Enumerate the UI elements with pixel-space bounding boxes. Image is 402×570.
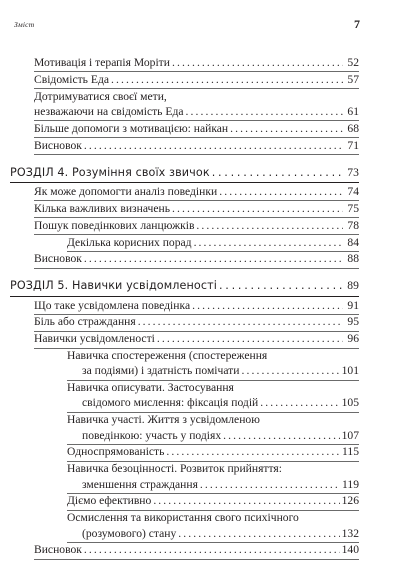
toc-entry-title-line: Навичка описувати. Застосування <box>67 381 234 395</box>
toc-page-number: 68 <box>347 121 359 135</box>
toc-entry-title: Біль або страждання <box>34 315 136 329</box>
toc-row <box>34 184 359 199</box>
table-of-contents <box>10 55 359 559</box>
chapter-title: РОЗДІЛ 5. Навички усвідомленості <box>10 279 217 293</box>
toc-entry[interactable] <box>34 314 359 331</box>
toc-page-number: 71 <box>347 138 359 152</box>
leader-dots <box>178 526 339 541</box>
toc-entry[interactable] <box>34 444 359 461</box>
toc-page-number: 78 <box>347 218 359 232</box>
toc-row <box>10 165 359 180</box>
toc-entry[interactable] <box>34 510 359 542</box>
toc-entry[interactable] <box>34 184 359 201</box>
toc-row <box>34 298 359 313</box>
leader-dots <box>219 184 343 199</box>
toc-entry[interactable] <box>34 251 359 268</box>
toc-entry[interactable] <box>34 121 359 138</box>
leader-dots <box>223 428 339 443</box>
leader-dots <box>241 363 339 378</box>
toc-entry-title: Пошук поведінкових ланцюжків <box>34 218 195 232</box>
leader-dots <box>212 165 343 180</box>
toc-entry-title: зменшення страждання <box>82 477 198 491</box>
toc-entry-title: за подіями) і здатність помічати <box>82 364 240 378</box>
leader-dots <box>230 121 343 136</box>
toc-page-number: 119 <box>342 477 359 491</box>
running-head: Зміст <box>14 20 35 29</box>
chapter-gap <box>34 155 359 165</box>
toc-row <box>67 526 359 541</box>
chapter-gap <box>34 268 359 278</box>
toc-page-number: 74 <box>347 184 359 198</box>
toc-row <box>67 493 359 508</box>
toc-entry[interactable] <box>34 412 359 444</box>
toc-entry[interactable] <box>34 201 359 218</box>
toc-entry[interactable] <box>34 461 359 493</box>
leader-dots <box>192 298 343 313</box>
toc-row <box>67 477 359 492</box>
toc-row <box>67 444 359 459</box>
toc-page-number: 115 <box>342 445 359 459</box>
toc-row <box>34 104 359 119</box>
toc-row <box>34 218 359 233</box>
toc-page-number: 75 <box>347 201 359 215</box>
toc-entry-title-line: Навичка участі. Життя з усвідомленою <box>67 413 260 427</box>
toc-entry-title: Як може допомогти аналіз поведінки <box>34 184 218 198</box>
toc-page-number: 61 <box>347 104 359 118</box>
toc-page-number: 107 <box>341 428 359 442</box>
leader-dots <box>196 218 343 233</box>
toc-row <box>34 251 359 266</box>
toc-entry-title: Навички усвідомленості <box>34 332 155 346</box>
toc-row <box>34 121 359 136</box>
toc-entry[interactable] <box>34 89 359 121</box>
toc-entry-title-line: Осмислення та використання свого психічного <box>67 511 299 525</box>
toc-entry[interactable] <box>34 55 359 72</box>
toc-entry[interactable] <box>34 348 359 380</box>
toc-entry-title: Свідомість Еда <box>34 72 109 86</box>
leader-dots <box>153 493 339 508</box>
page-number: 7 <box>354 17 360 31</box>
leader-dots <box>194 235 343 250</box>
leader-dots <box>260 395 339 410</box>
toc-entry-title: Діємо ефективно <box>67 494 152 508</box>
toc-row <box>34 138 359 153</box>
toc-row <box>34 72 359 87</box>
toc-page-number: 132 <box>341 526 359 540</box>
toc-entry[interactable] <box>34 380 359 412</box>
toc-row <box>34 331 359 346</box>
toc-entry-title-line: Дотримуватися своєї мети, <box>34 89 167 103</box>
leader-dots <box>84 542 340 557</box>
toc-page-number: 105 <box>341 396 359 410</box>
toc-entry-title: Що таке усвідомлена поведінка <box>34 298 191 312</box>
leader-dots <box>186 104 344 119</box>
toc-entry[interactable] <box>34 493 359 510</box>
toc-page-number: 52 <box>347 56 359 69</box>
toc-row <box>34 55 359 70</box>
toc-page-number: 96 <box>347 332 359 346</box>
toc-row <box>67 428 359 443</box>
toc-entry-title: Висновок <box>34 138 82 152</box>
toc-row <box>67 363 359 378</box>
leader-dots <box>172 201 343 216</box>
toc-entry-title: Висновок <box>34 252 82 266</box>
toc-entry-title: Більше допомоги з мотивацією: найкан <box>34 121 229 135</box>
toc-entry[interactable] <box>34 218 359 235</box>
toc-page-number: 88 <box>347 252 359 266</box>
leader-dots <box>157 331 343 346</box>
leader-dots <box>84 138 343 153</box>
toc-entry-title: Декілька корисних порад <box>67 235 192 249</box>
chapter-heading[interactable] <box>10 165 359 180</box>
toc-entry-title: (розумового) стану <box>82 526 177 540</box>
toc-entry-title-line: Навичка безоцінності. Розвиток прийняття: <box>67 462 282 476</box>
toc-entry[interactable] <box>34 542 359 559</box>
toc-page-number: 84 <box>347 235 359 249</box>
page-header <box>14 17 360 34</box>
toc-page-number: 57 <box>347 72 359 86</box>
toc-row <box>67 395 359 410</box>
toc-entry[interactable] <box>34 331 359 348</box>
chapter-heading[interactable] <box>10 278 359 293</box>
toc-page-number: 91 <box>347 298 359 312</box>
toc-entry-title: свідомого мислення: фіксація подій <box>82 396 259 410</box>
toc-entry[interactable] <box>34 72 359 89</box>
toc-entry-title: Мотивація і терапія Моріти <box>34 56 170 69</box>
leader-dots <box>172 55 343 70</box>
leader-dots <box>166 444 342 459</box>
entry-rule <box>34 154 359 155</box>
toc-entry-title: Односпрямованість <box>67 445 165 459</box>
toc-page-number: 101 <box>341 364 359 378</box>
chapter-page-number: 89 <box>347 279 359 293</box>
leader-dots <box>84 251 343 266</box>
chapter-rule <box>10 296 359 297</box>
leader-dots <box>200 477 340 492</box>
toc-row <box>10 278 359 293</box>
toc-row <box>34 314 359 329</box>
chapter-title: РОЗДІЛ 4. Розуміння своїх звичок <box>10 165 210 179</box>
toc-row <box>34 201 359 216</box>
toc-entry-title: Кілька важливих визначень <box>34 201 170 215</box>
leader-dots <box>138 314 343 329</box>
toc-entry[interactable] <box>34 298 359 315</box>
entry-rule <box>34 268 359 269</box>
toc-entry-title: поведінкою: участь у подіях <box>82 428 222 442</box>
toc-page-number: 126 <box>341 494 359 508</box>
toc-entry-title-line: Навичка спостереження (спостереження <box>67 349 268 363</box>
toc-entry-title: незважаючи на свідомість Еда <box>34 104 184 118</box>
toc-row <box>34 542 359 557</box>
leader-dots <box>111 72 343 87</box>
chapter-rule <box>10 182 359 183</box>
toc-row <box>67 235 359 250</box>
entry-rule <box>34 559 359 560</box>
toc-page-number: 95 <box>347 315 359 329</box>
toc-entry-title: Висновок <box>34 543 82 557</box>
leader-dots <box>219 278 343 293</box>
toc-page-number: 140 <box>341 543 359 557</box>
toc-entry[interactable] <box>34 235 359 252</box>
chapter-page-number: 73 <box>347 165 359 179</box>
toc-entry[interactable] <box>34 138 359 155</box>
